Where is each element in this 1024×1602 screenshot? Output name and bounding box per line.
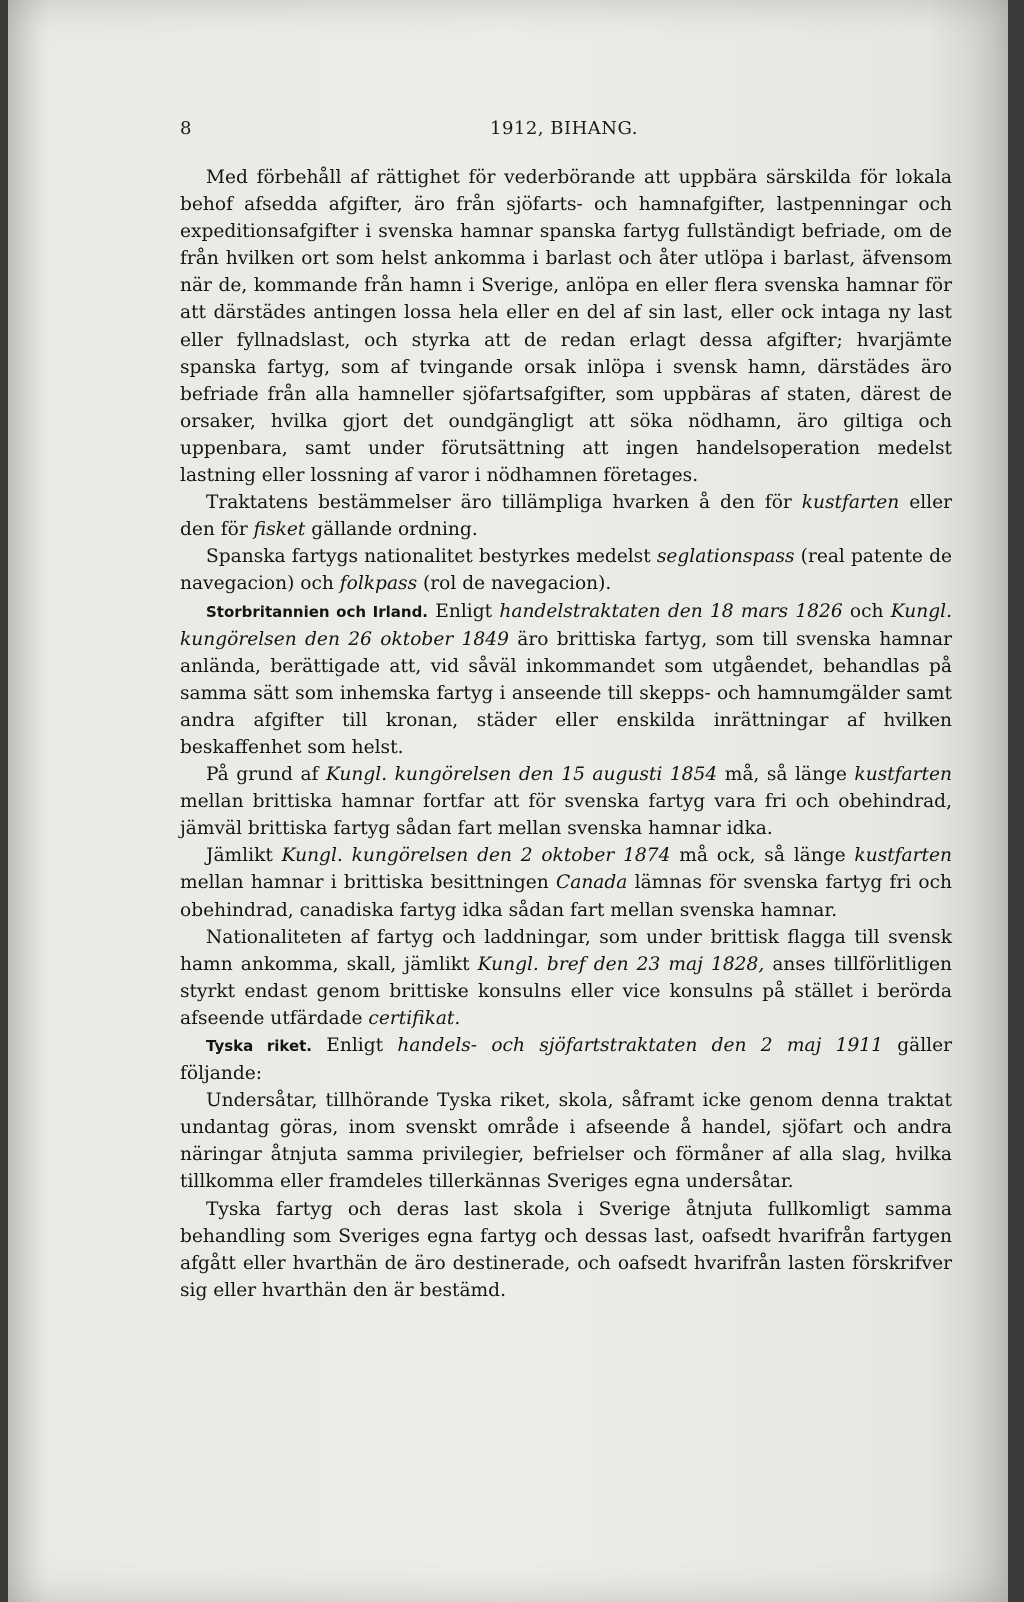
text-span: Nationaliteten af fartyg och laddningar, som under brittisk flagga till svensk hamn ankomma, skall, jämlikt bbox=[180, 926, 952, 975]
italic-reference: Kungl. kungörelsen den 15 augusti 1854 bbox=[325, 764, 718, 786]
text-span: må ock, så länge bbox=[670, 845, 855, 867]
italic-term: fisket bbox=[253, 519, 306, 541]
paragraph-spain-fees: Med förbehåll af rättighet för vederbörande att uppbära särskilda för lokala behof afsedda afgifter, äro från sjöfarts- och hamnafgifter, lastpenningar och expeditionsafgifter i svenska hamnar spanska fartyg fullständigt befriade, om de från hvilken ort som helst ankomma i barlast och åter utlöpa i barlast, äfvensom när de, kommande från hamn i Sverige, anlöpa en eller flera svenska hamnar för att därstädes antingen lossa hela eller en del af sin last, eller ock intaga ny last eller fyllnadslast, och styrka att de redan erlagt dessa afgifter; hvarjämte spanska fartyg, som af tvingande orsak inlöpa i svensk hamn, därstädes äro befriade från alla hamneller sjöfartsafgifter, som uppbäras af staten, därest de orsaker, hvilka gjort det oundgängligt att söka nödhamn, äro giltiga och uppenbara, samt under förutsättning att ingen handelsoperation medelst lastning eller lossning af varor i nödhamnen företages. bbox=[180, 167, 952, 487]
paragraph-treaty-scope bbox=[180, 489, 952, 543]
text-span: gällande ordning. bbox=[305, 519, 478, 541]
page-header bbox=[180, 118, 950, 144]
paragraph-spain-nationality bbox=[180, 543, 952, 597]
italic-term: kustfarten bbox=[854, 845, 952, 867]
text-span: må, så länge bbox=[717, 764, 855, 786]
text-span: mellan brittiska hamnar fortfar att för svenska fartyg vara fri och obehindrad, jämväl brittiska fartyg sådan fart mellan svenska hamnar idka. bbox=[180, 791, 952, 840]
italic-term: seglationspass bbox=[656, 546, 795, 568]
italic-reference: handelstraktaten den 18 mars 1826 bbox=[499, 600, 843, 622]
italic-reference: handels- och sjöfartstraktaten den 2 maj 1911 bbox=[397, 1035, 883, 1056]
italic-reference: Kungl. bref den 23 maj 1828, bbox=[477, 953, 765, 975]
text-span: (real patente de navegacion) och bbox=[180, 546, 952, 595]
italic-term: Canada bbox=[556, 872, 628, 894]
paragraph-germany-subjects: Undersåtar, tillhörande Tyska riket, skola, såframt icke genom denna traktat undantag göras, inom svenskt område i afseende å handel, sjöfart och andra näringar åtnjuta samma privilegier, befrielser och förmåner af alla slag, hvilka tillkomma eller framdeles tillerkännas Sveriges egna undersåtar. bbox=[180, 1090, 952, 1193]
text-span: och bbox=[842, 600, 891, 622]
body-text bbox=[180, 164, 952, 1304]
italic-term: kustfarten bbox=[854, 764, 952, 786]
italic-term: folkpass bbox=[339, 573, 418, 595]
section-heading-germany: Tyska riket. bbox=[206, 1037, 312, 1055]
paragraph-germany bbox=[180, 1032, 952, 1087]
text-span: Enligt bbox=[428, 600, 500, 622]
text-span: lämnas för svenska fartyg fri och obehindrad, canadiska fartyg idka sådan fart mellan svenska hamnar. bbox=[180, 872, 952, 921]
text-span: Enligt bbox=[312, 1035, 398, 1056]
italic-term: kustfarten bbox=[801, 492, 900, 514]
text-span: eller den för bbox=[180, 492, 952, 541]
text-span: gäller följande: bbox=[180, 1035, 952, 1085]
text-span: anses tillförlitligen styrkt endast genom brittiske konsulns eller vice konsulns på stället i berörda afseende utfärdade bbox=[180, 953, 952, 1029]
text-span: mellan hamnar i brittiska besittningen bbox=[180, 872, 557, 894]
paragraph-britain-coastal bbox=[180, 761, 952, 842]
paragraph-britain-nationality bbox=[180, 924, 952, 1032]
text-span: Traktatens bestämmelser äro tillämpliga hvarken å den för bbox=[206, 492, 802, 514]
italic-reference: Kungl. kungörelsen den 2 oktober 1874 bbox=[281, 845, 671, 867]
italic-term: certifikat. bbox=[368, 1007, 461, 1029]
paragraph-germany-ships: Tyska fartyg och deras last skola i Sverige åtnjuta fullkomligt samma behandling som Sveriges egna fartyg och dessas last, oafsedt hvarifrån fartygen afgått eller hvarthän de äro destinerade, och oafsedt hvarifrån lasten förskrifver sig eller hvarthän den är bestämd. bbox=[180, 1198, 952, 1301]
text-span: äro brittiska fartyg, som till svenska hamnar anlända, berättigade att, vid såväl inkommandet som utgåendet, behandlas på samma sätt som inhemska fartyg i anseende till skepps- och hamnumgälder samt andra afgifter till kronan, städer eller enskilda inrättningar af hvilken beskaffenhet som helst. bbox=[180, 628, 952, 758]
page-number: 8 bbox=[180, 118, 192, 139]
paragraph-britain bbox=[180, 598, 952, 762]
text-span: På grund af bbox=[206, 764, 326, 786]
book-page bbox=[8, 0, 1008, 1602]
text-span: (rol de navegacion). bbox=[417, 573, 612, 595]
paragraph-canada bbox=[180, 842, 952, 923]
running-head: 1912, BIHANG. bbox=[490, 118, 638, 139]
text-span: Jämlikt bbox=[206, 845, 282, 867]
italic-reference: Kungl. kungörelsen den 26 oktober 1849 bbox=[180, 600, 952, 650]
text-span: Spanska fartygs nationalitet bestyrkes medelst bbox=[206, 546, 657, 568]
section-heading-britain: Storbritannien och Irland. bbox=[206, 602, 429, 621]
